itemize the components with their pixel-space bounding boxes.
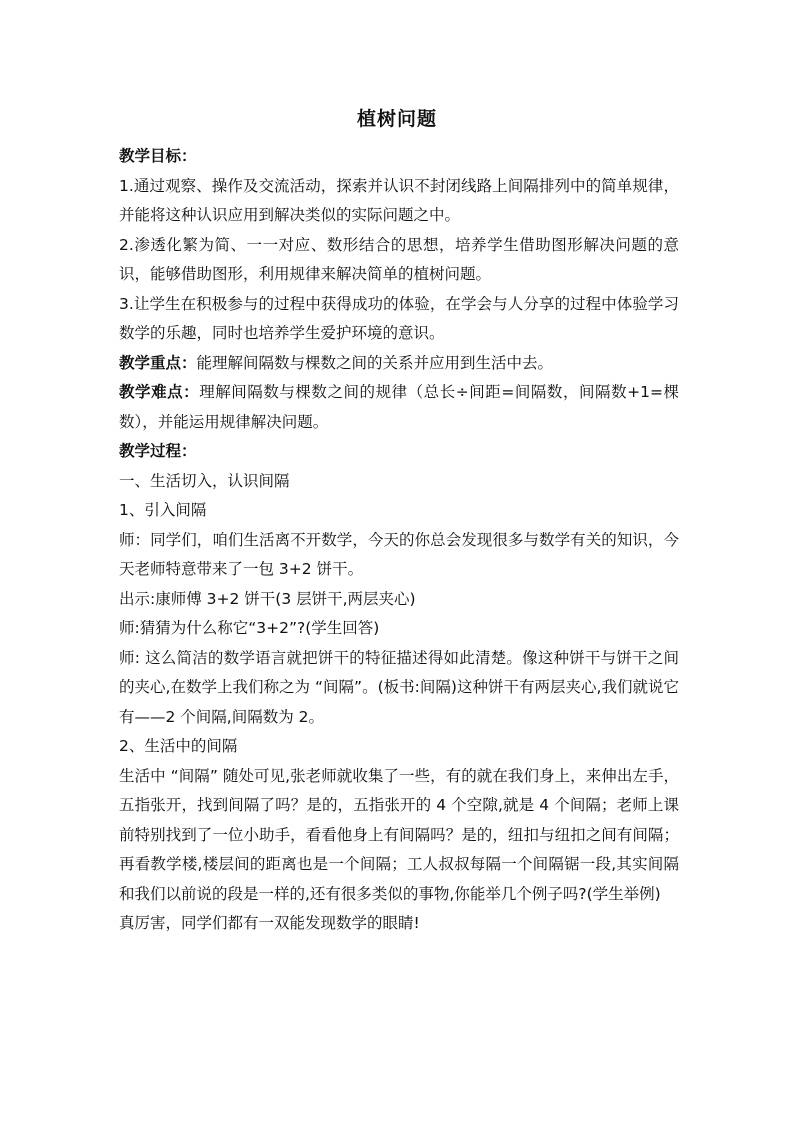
subsection-heading-1: 1、引入间隔 [119, 501, 207, 519]
goal-item-3: 3.让学生在积极参与的过程中获得成功的体验，在学会与人分享的过程中体验学习数学的乐趣，同时也培养学生爱护环境的意识。 [119, 294, 679, 342]
key-point-label: 教学重点： [119, 353, 197, 372]
paragraph: 真厉害，同学们都有一双能发现数学的眼睛! [119, 914, 420, 932]
paragraph: 生活中 “间隔” 随处可见,张老师就收集了一些，有的就在我们身上，来伸出左手，五指张开，找到间隔了吗？是的，五指张开的 4 个空隙,就是 4 个间隔；老师上课前特别找到了一位小助手，看看他身上有间隔吗？是的，纽扣与纽扣之间有间隔；再看教学楼,楼层间的距离也是一个间隔；工人叔叔每隔一个间隔锯一段,其实间隔和我们以前说的段是一样的,还有很多类似的事物,你能举几个例子吗?(学生举例) [119, 766, 679, 903]
goals-heading: 教学目标： [119, 147, 197, 165]
key-point-text: 能理解间隔数与棵数之间的关系并应用到生活中去。 [196, 353, 554, 372]
section-heading-1: 一、生活切入，认识间隔 [119, 471, 290, 490]
goal-item-1: 1.通过观察、操作及交流活动，探索并认识不封闭线路上间隔排列中的简单规律，并能将这种认识应用到解决类似的实际问题之中。 [119, 176, 679, 224]
page-title: 植树问题 [356, 108, 437, 130]
paragraph: 师：同学们，咱们生活离不开数学，今天的你总会发现很多与数学有关的知识，今天老师特意带来了一包 3+2 饼干。 [119, 530, 679, 578]
difficulty-label: 教学难点： [119, 383, 200, 401]
subsection-heading-2: 2、生活中的间隔 [119, 737, 238, 755]
paragraph: 师: 这么简洁的数学语言就把饼干的特征描述得如此清楚。像这种饼干与饼干之间的夹心,在数学上我们称之为 “间隔”。(板书:间隔)这种饼干有两层夹心,我们就说它有——2 个间隔,间隔数为 2。 [119, 648, 679, 726]
key-point-paragraph [119, 349, 679, 379]
document-body [119, 142, 679, 939]
goal-item-2: 2.渗透化繁为简、一一对应、数形结合的思想，培养学生借助图形解决问题的意识，能够借助图形，利用规律来解决简单的植树问题。 [119, 235, 679, 283]
process-heading: 教学过程： [119, 442, 197, 460]
difficulty-paragraph [119, 378, 679, 437]
paragraph: 师:猜猜为什么称它“3+2”?(学生回答) [119, 619, 380, 637]
difficulty-text: 理解间隔数与棵数之间的规律（总长÷间距=间隔数，间隔数+1=棵数），并能运用规律解决问题。 [119, 383, 679, 431]
paragraph: 出示:康师傅 3+2 饼干(3 层饼干,两层夹心) [119, 589, 416, 608]
